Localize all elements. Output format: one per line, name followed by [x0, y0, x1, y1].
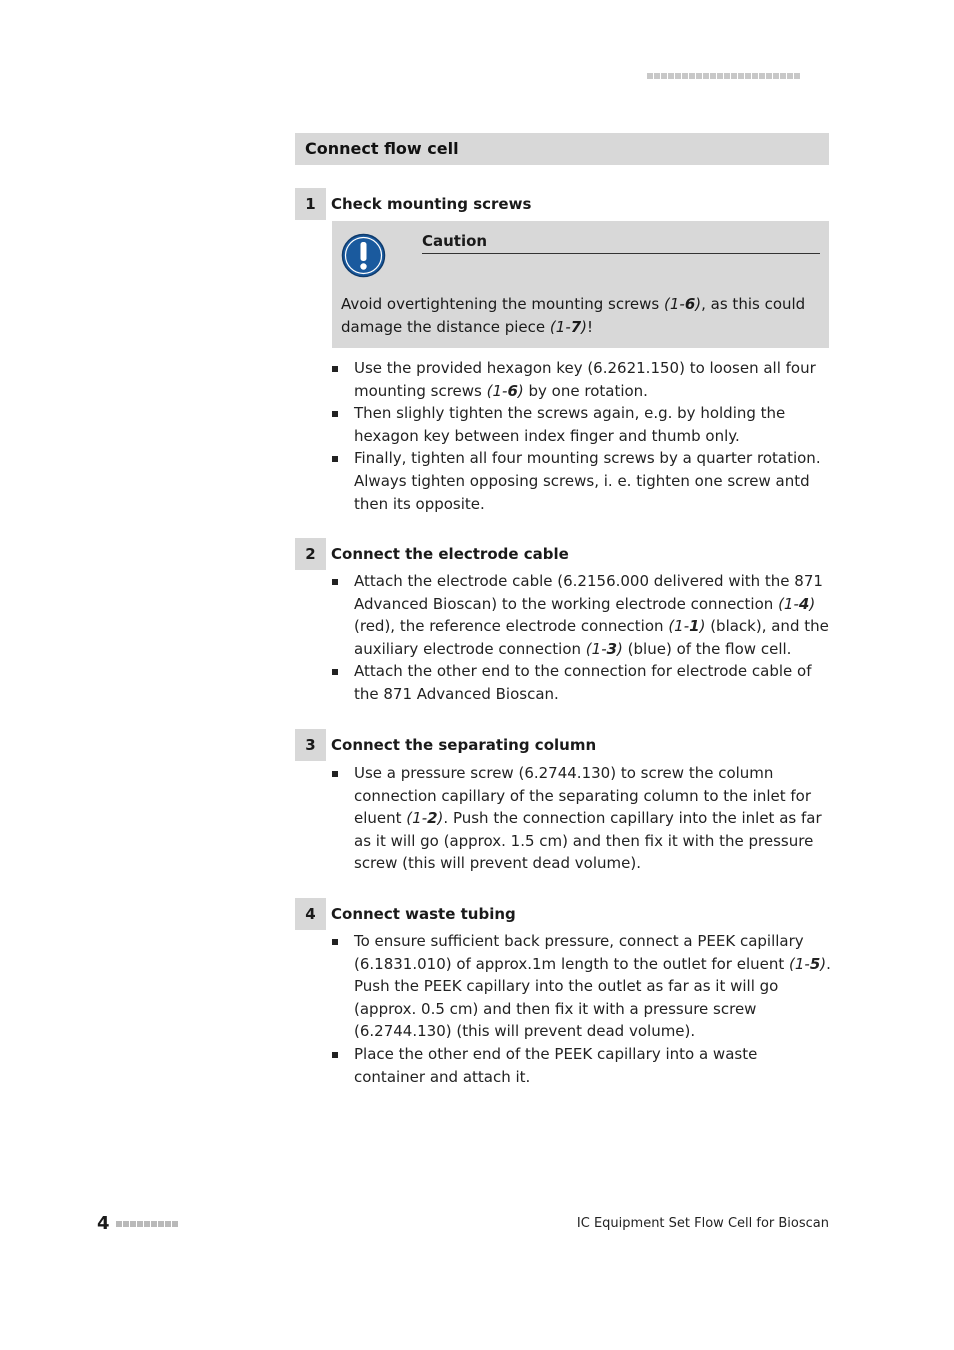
header-decoration: [647, 73, 800, 79]
decor-square: [731, 73, 737, 79]
decor-square: [780, 73, 786, 79]
list-item: Attach the other end to the connection for electrode cable of the 871 Advanced Bioscan.: [332, 660, 832, 705]
step-number: 4: [295, 898, 326, 930]
decor-square: [696, 73, 702, 79]
step-1-header: [295, 188, 829, 220]
step-title: Check mounting screws: [331, 195, 532, 213]
step-2-header: [295, 538, 829, 570]
decor-square: [668, 73, 674, 79]
step-4-header: [295, 898, 829, 930]
section-title: Connect flow cell: [295, 133, 829, 165]
decor-square: [116, 1221, 122, 1227]
decor-square: [766, 73, 772, 79]
footer-page: [97, 1212, 178, 1236]
decor-square: [675, 73, 681, 79]
list-item: Use a pressure screw (6.2744.130) to screw the column connection capillary of the separating column to the inlet for eluent (1-2). Push the connection capillary into the inlet as far as it will go (approx. 1.5 cm) and then fix it with the pressure screw (this will prevent dead volume).: [332, 762, 832, 875]
decor-square: [773, 73, 779, 79]
decor-square: [787, 73, 793, 79]
list-item: Attach the electrode cable (6.2156.000 delivered with the 871 Advanced Bioscan) to the working electrode connection (1-4) (red), the reference electrode connection (1-1) (black), and the auxiliary electrode connection (1-3) (blue) of the flow cell.: [332, 570, 832, 660]
decor-square: [738, 73, 744, 79]
caution-box: [332, 221, 829, 348]
decor-square: [158, 1221, 164, 1227]
decor-square: [724, 73, 730, 79]
decor-square: [703, 73, 709, 79]
step-number: 2: [295, 538, 326, 570]
step-2-list: [332, 570, 832, 706]
list-item: To ensure sufficient back pressure, connect a PEEK capillary (6.1831.010) of approx.1m length to the outlet for eluent (1-5). Push the PEEK capillary into the outlet as far as it will go (approx. 0.5 cm) and then fix it with a pressure screw (6.2744.130) (this will prevent dead volume).: [332, 930, 832, 1043]
caution-title: Caution: [422, 231, 820, 254]
decor-square: [661, 73, 667, 79]
list-item: Finally, tighten all four mounting screws by a quarter rotation. Always tighten opposing screws, i. e. tighten one screw antd then its opposite.: [332, 447, 832, 515]
list-item: Then slighly tighten the screws again, e.g. by holding the hexagon key between index finger and thumb only.: [332, 402, 832, 447]
step-1-list: [332, 357, 832, 515]
decor-square: [123, 1221, 129, 1227]
decor-square: [654, 73, 660, 79]
decor-square: [752, 73, 758, 79]
decor-square: [689, 73, 695, 79]
step-3-list: [332, 762, 832, 875]
page-number: 4: [97, 1213, 110, 1234]
list-item: Place the other end of the PEEK capillary into a waste container and attach it.: [332, 1043, 832, 1088]
step-title: Connect the electrode cable: [331, 545, 569, 563]
step-3-header: [295, 729, 829, 761]
decor-square: [794, 73, 800, 79]
decor-square: [130, 1221, 136, 1227]
list-item: Use the provided hexagon key (6.2621.150) to loosen all four mounting screws (1-6) by one rotation.: [332, 357, 832, 402]
decor-square: [165, 1221, 171, 1227]
decor-square: [710, 73, 716, 79]
step-4-list: [332, 930, 832, 1088]
decor-square: [137, 1221, 143, 1227]
step-number: 1: [295, 188, 326, 220]
decor-square: [172, 1221, 178, 1227]
decor-square: [144, 1221, 150, 1227]
footer-decoration: [116, 1221, 178, 1227]
footer-title: IC Equipment Set Flow Cell for Bioscan: [576, 1216, 829, 1231]
decor-square: [151, 1221, 157, 1227]
decor-square: [745, 73, 751, 79]
step-title: Connect waste tubing: [331, 905, 516, 923]
exclamation-circle-icon: [341, 233, 386, 278]
decor-square: [647, 73, 653, 79]
caution-text: Avoid overtightening the mounting screws (1-6), as this could damage the distance piece (1-7)!: [341, 295, 806, 336]
step-number: 3: [295, 729, 326, 761]
decor-square: [682, 73, 688, 79]
step-title: Connect the separating column: [331, 736, 597, 754]
decor-square: [759, 73, 765, 79]
decor-square: [717, 73, 723, 79]
